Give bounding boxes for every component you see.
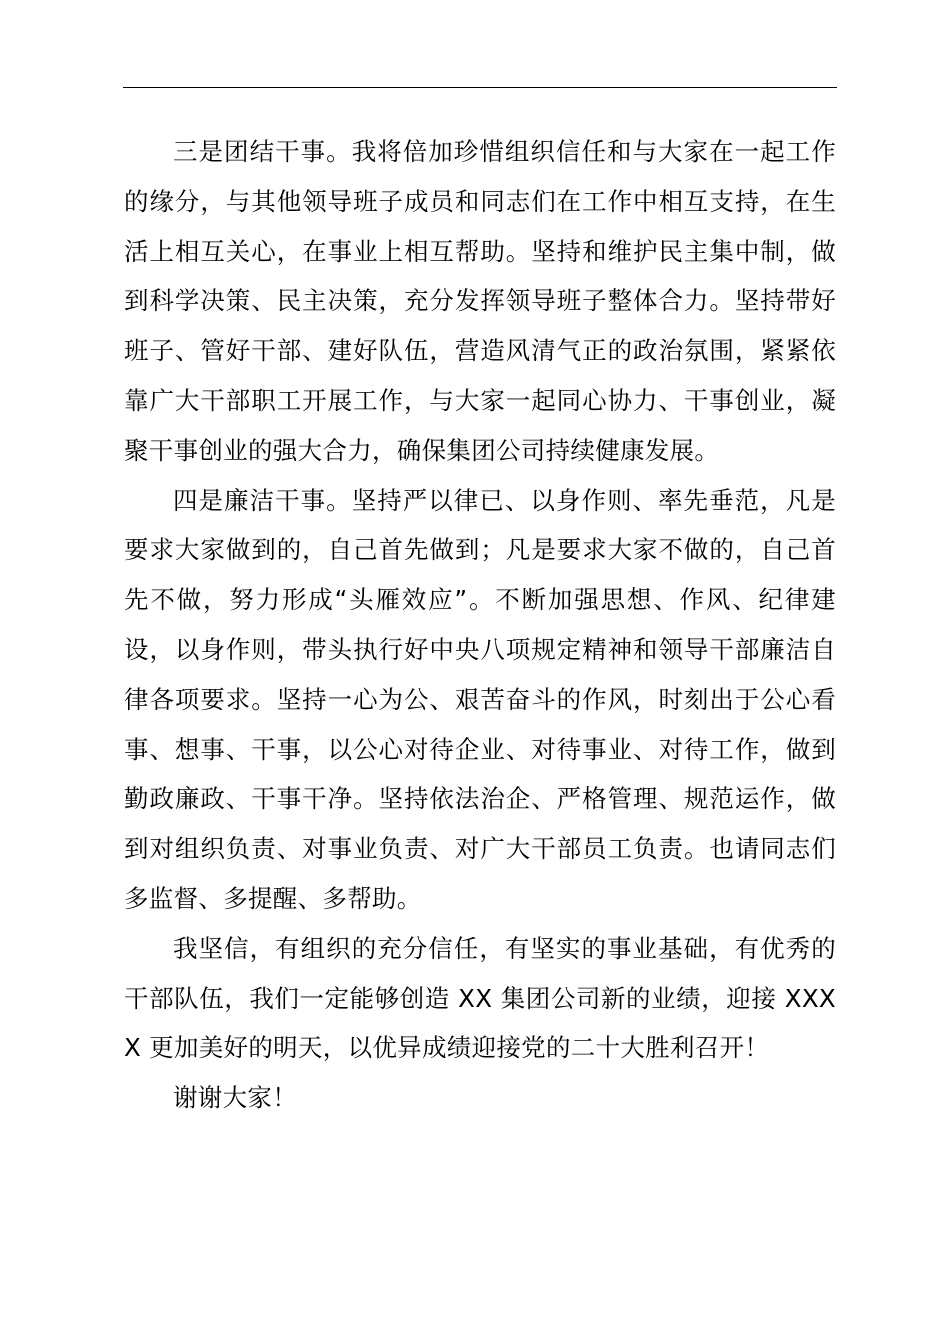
paragraph-thanks: 谢谢大家！: [173, 1083, 297, 1113]
header-rule: [123, 87, 837, 88]
document-body: [124, 127, 836, 1123]
paragraph-confidence: 我坚信，有组织的充分信任，有坚实的事业基础，有优秀的干部队伍，我们一定能够创造 XX 集团公司新的业绩，迎接 XXXX 更加美好的明天，以优异成绩迎接党的二十大胜利召开！: [124, 933, 836, 1063]
paragraph-unity: 三是团结干事。我将倍加珍惜组织信任和与大家在一起工作的缘分，与其他领导班子成员和同志们在工作中相互支持，在生活上相互关心，在事业上相互帮助。坚持和维护民主集中制，做到科学决策、民主决策，充分发挥领导班子整体合力。坚持带好班子、管好干部、建好队伍，营造风清气正的政治氛围，紧紧依靠广大干部职工开展工作，与大家一起同心协力、干事创业，凝聚干事创业的强大合力，确保集团公司持续健康发展。: [124, 137, 836, 465]
paragraph-integrity: 四是廉洁干事。坚持严以律已、以身作则、率先垂范，凡是要求大家做到的，自己首先做到；凡是要求大家不做的，自己首先不做，努力形成“头雁效应”。不断加强思想、作风、纪律建设，以身作则，带头执行好中央八项规定精神和领导干部廉洁自律各项要求。坚持一心为公、艰苦奋斗的作风，时刻出于公心看事、想事、干事，以公心对待企业、对待事业、对待工作，做到勤政廉政、干事干净。坚持依法治企、严格管理、规范运作，做到对组织负责、对事业负责、对广大干部员工负责。也请同志们多监督、多提醒、多帮助。: [124, 485, 836, 913]
